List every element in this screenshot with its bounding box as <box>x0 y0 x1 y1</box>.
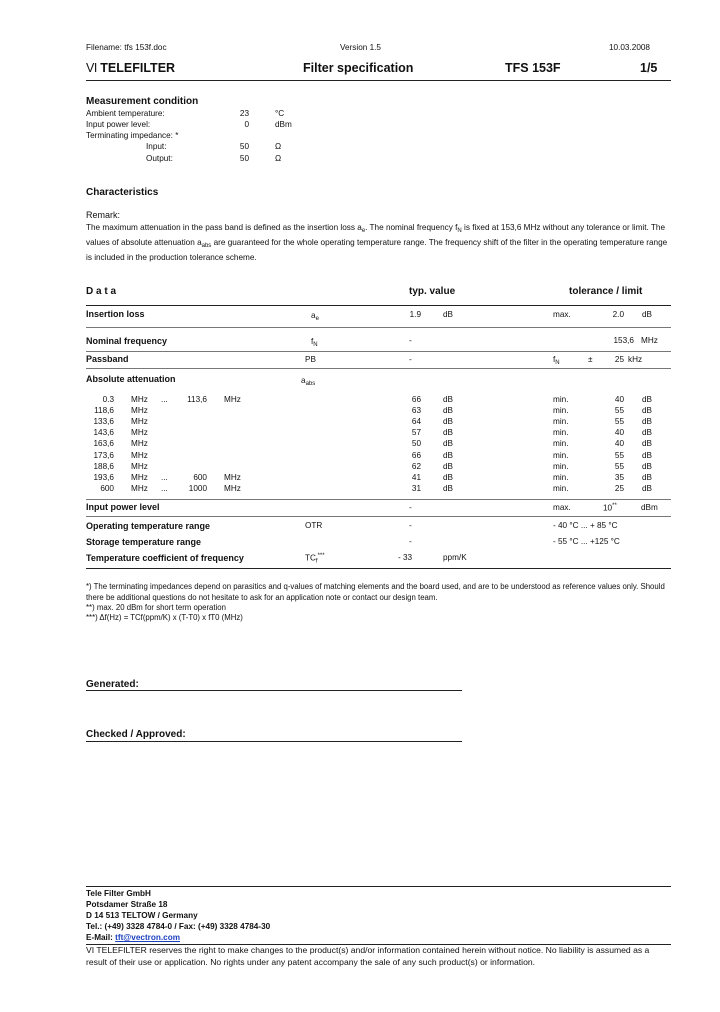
nominal-frequency-unit: MHz <box>641 336 658 345</box>
att-freq-start-unit: MHz <box>131 406 148 416</box>
insertion-loss-unit: dB <box>443 310 454 319</box>
att-limit-type: min. <box>553 461 569 471</box>
att-freq-start-unit: MHz <box>131 450 148 460</box>
att-limit-unit: dB <box>642 417 653 427</box>
att-freq-start: 173,6 <box>93 450 114 460</box>
att-limit: 55 <box>614 406 624 416</box>
att-limit-unit: dB <box>642 483 653 493</box>
input-imp-unit: Ω <box>275 142 282 151</box>
att-limit: 55 <box>614 450 624 460</box>
company-name: TELEFILTER <box>100 61 176 75</box>
tcf-symbol: $TC_f^{***}$ <box>305 553 325 565</box>
tcf-label: Temperature coefficient of frequency <box>86 553 244 563</box>
row-rule <box>86 499 671 500</box>
att-freq-end: 113,6 <box>187 395 207 404</box>
att-freq-dots: ... <box>161 472 168 482</box>
operating-temp-range: - 40 °C ... + 85 °C <box>553 521 618 530</box>
footer-email-label: E-Mail: <box>86 933 116 942</box>
footer-email-row <box>86 933 180 942</box>
storage-temp-label: Storage temperature range <box>86 537 202 547</box>
tcf-typ: - 33 <box>398 553 413 562</box>
operating-temp-label: Operating temperature range <box>86 521 211 531</box>
col-typ-value: typ. value <box>409 286 456 297</box>
att-typ: 62 <box>411 461 421 471</box>
footer-phone: Tel.: (+49) 3328 4784-0 / Fax: (+49) 3328 4784-30 <box>86 922 271 931</box>
page-number: 1/5 <box>640 61 658 75</box>
att-limit-unit: dB <box>642 395 653 404</box>
att-unit: dB <box>443 461 454 471</box>
att-limit: 35 <box>614 472 624 482</box>
output-imp-label: Output: <box>146 154 173 163</box>
att-freq-start-unit: MHz <box>131 461 148 471</box>
att-limit-unit: dB <box>642 450 653 460</box>
att-freq-end: 1000 <box>188 483 207 493</box>
nominal-frequency-limit: 153,6 <box>613 336 634 345</box>
passband-pm: ± <box>588 355 593 364</box>
att-limit-unit: dB <box>642 461 653 471</box>
att-limit-type: min. <box>553 406 569 416</box>
att-limit: 40 <box>614 428 624 438</box>
att-unit: dB <box>443 472 454 482</box>
passband-label: Passband <box>86 354 129 364</box>
att-typ: 57 <box>411 428 421 438</box>
product-code: TFS 153F <box>505 61 561 75</box>
footer-divider <box>86 886 671 887</box>
att-freq-dots: ... <box>161 395 168 404</box>
att-freq-start-unit: MHz <box>131 472 148 482</box>
power-unit: dBm <box>275 120 292 129</box>
version: Version 1.5 <box>340 43 381 52</box>
att-freq-start-unit: MHz <box>131 483 148 493</box>
insertion-loss-limit-type: max. <box>553 310 571 319</box>
insertion-loss-limit-unit: dB <box>642 310 653 319</box>
att-freq-start: 118,6 <box>94 406 114 416</box>
storage-temp-typ: - <box>409 537 412 546</box>
input-power-unit: dBm <box>641 503 658 512</box>
row-rule <box>86 516 671 517</box>
att-unit: dB <box>443 395 454 404</box>
att-typ: 63 <box>411 406 421 416</box>
terminating-label: Terminating impedance: * <box>86 131 179 140</box>
passband-symbol: PB <box>305 355 316 364</box>
att-typ: 41 <box>411 472 421 482</box>
att-freq-start: 143,6 <box>93 428 114 438</box>
att-limit-unit: dB <box>642 406 653 416</box>
att-typ: 66 <box>411 395 421 404</box>
att-freq-start: 188,6 <box>93 461 114 471</box>
att-limit-unit: dB <box>642 439 653 449</box>
att-unit: dB <box>443 406 454 416</box>
doc-title: Filter specification <box>303 61 414 75</box>
nominal-frequency-label: Nominal frequency <box>86 336 168 346</box>
tcf-unit: ppm/K <box>443 553 467 562</box>
checked-label: Checked / Approved: <box>86 729 186 740</box>
remark-text: The maximum attenuation in the pass band is defined as the insertion loss $a_e$. The nominal frequency $f_N$ is fixed at 153,6 MHz without any tolerance or limit. The values of absolute attenuation $a_{abs}$ are guaranteed for the whole operating temperature range. The frequency shift of the filter in the operating temperature range is included in the production tolerance scheme. <box>86 223 668 263</box>
att-limit: 40 <box>614 395 624 404</box>
output-imp-value: 50 <box>239 154 249 163</box>
remark-label: Remark: <box>86 210 121 220</box>
nominal-frequency-typ: - <box>409 336 412 345</box>
input-power-typ: - <box>409 503 412 512</box>
att-limit-type: min. <box>553 472 569 482</box>
att-typ: 64 <box>411 417 421 427</box>
att-limit: 25 <box>614 483 624 493</box>
footnote-impedance: *) The terminating impedances depend on parasitics and q-values of matching elements and the board used, and are to be understood as reference values only. Should there be additional questions do not hesitate to ask for an application note or contact our design team. <box>86 582 665 602</box>
col-data: D a t a <box>86 286 117 297</box>
att-limit: 40 <box>614 439 624 449</box>
footer-company: Tele Filter GmbH <box>86 889 151 898</box>
footer-street: Potsdamer Straße 18 <box>86 900 168 909</box>
insertion-loss-limit: 2.0 <box>612 310 624 319</box>
att-freq-start-unit: MHz <box>131 428 148 438</box>
att-freq-end-unit: MHz <box>224 395 241 404</box>
att-freq-start-unit: MHz <box>131 395 148 404</box>
filename: Filename: tfs 153f.doc <box>86 43 167 52</box>
att-freq-start: 0.3 <box>102 395 114 404</box>
att-freq-end: 600 <box>193 472 207 482</box>
footer-email-link[interactable]: tft@vectron.com <box>115 933 180 942</box>
input-imp-label: Input: <box>146 142 167 151</box>
company-logo: VI <box>86 61 97 75</box>
measurement-heading: Measurement condition <box>86 96 199 107</box>
company-header <box>86 61 175 75</box>
att-limit: 55 <box>614 461 624 471</box>
row-rule <box>86 327 671 328</box>
nominal-frequency-symbol: $f_N$ <box>311 337 318 348</box>
att-freq-end-unit: MHz <box>224 483 241 493</box>
footnote-power: **) max. 20 dBm for short term operation <box>86 603 226 612</box>
att-limit: 55 <box>614 417 624 427</box>
att-typ: 66 <box>411 450 421 460</box>
att-unit: dB <box>443 439 454 449</box>
insertion-loss-label: Insertion loss <box>86 309 145 319</box>
att-freq-start: 163,6 <box>93 439 114 449</box>
passband-unit: kHz <box>628 355 643 364</box>
att-limit-type: min. <box>553 439 569 449</box>
att-freq-start: 133,6 <box>93 417 114 427</box>
footnote-tcf: ***) Δf(Hz) = TCf(ppm/K) x (T-T0) x fT0 (MHz) <box>86 613 243 622</box>
insertion-loss-symbol: $a_e$ <box>311 311 319 322</box>
att-limit-type: min. <box>553 395 569 404</box>
passband-limit: 25 <box>614 355 624 364</box>
passband-center: $f_N$ <box>553 355 560 366</box>
table-bottom-rule <box>86 568 671 569</box>
att-freq-start: 193,6 <box>93 472 114 482</box>
operating-temp-typ: - <box>409 521 412 530</box>
generated-label: Generated: <box>86 679 139 690</box>
insertion-loss-typ: 1.9 <box>409 310 421 319</box>
att-unit: dB <box>443 483 454 493</box>
att-limit-type: min. <box>553 450 569 460</box>
att-freq-end-unit: MHz <box>224 472 241 482</box>
input-power-limit: 10** <box>603 503 617 513</box>
footer-city: D 14 513 TELTOW / Germany <box>86 911 198 920</box>
att-limit-type: min. <box>553 428 569 438</box>
att-limit-unit: dB <box>642 428 653 438</box>
characteristics-heading: Characteristics <box>86 187 159 198</box>
ambient-label: Ambient temperature: <box>86 109 165 118</box>
operating-temp-symbol: OTR <box>305 521 323 530</box>
ambient-unit: °C <box>275 109 285 118</box>
input-imp-value: 50 <box>239 142 249 151</box>
ambient-value: 23 <box>239 109 249 118</box>
power-value: 0 <box>244 120 249 129</box>
att-limit-type: min. <box>553 483 569 493</box>
power-label: Input power level: <box>86 120 151 129</box>
att-freq-start: 600 <box>100 483 114 493</box>
input-power-limit-type: max. <box>553 503 571 512</box>
generated-signature-line <box>86 690 462 691</box>
att-unit: dB <box>443 450 454 460</box>
col-tolerance: tolerance / limit <box>569 286 643 297</box>
row-rule <box>86 351 671 352</box>
att-freq-start-unit: MHz <box>131 439 148 449</box>
att-freq-dots: ... <box>161 483 168 493</box>
att-unit: dB <box>443 417 454 427</box>
absolute-attenuation-label: Absolute attenuation <box>86 374 176 384</box>
passband-typ: - <box>409 355 412 364</box>
att-freq-start-unit: MHz <box>131 417 148 427</box>
row-rule <box>86 368 671 369</box>
header-divider <box>86 80 671 81</box>
att-limit-unit: dB <box>642 472 653 482</box>
att-unit: dB <box>443 428 454 438</box>
att-typ: 50 <box>411 439 421 449</box>
checked-signature-line <box>86 741 462 742</box>
att-limit-type: min. <box>553 417 569 427</box>
footer-disclaimer: VI TELEFILTER reserves the right to make changes to the product(s) and/or information contained herein without notice. No liability is assumed as a result of their use or application. No rights under any patent accompany the sale of any such product(s) or information. <box>86 945 650 967</box>
absolute-attenuation-symbol: $a_{abs}$ <box>301 376 316 387</box>
output-imp-unit: Ω <box>275 154 282 163</box>
storage-temp-range: - 55 °C ... +125 °C <box>553 537 620 546</box>
doc-date: 10.03.2008 <box>609 43 650 52</box>
att-typ: 31 <box>411 483 421 493</box>
input-power-label: Input power level <box>86 502 160 512</box>
table-top-rule <box>86 305 671 306</box>
